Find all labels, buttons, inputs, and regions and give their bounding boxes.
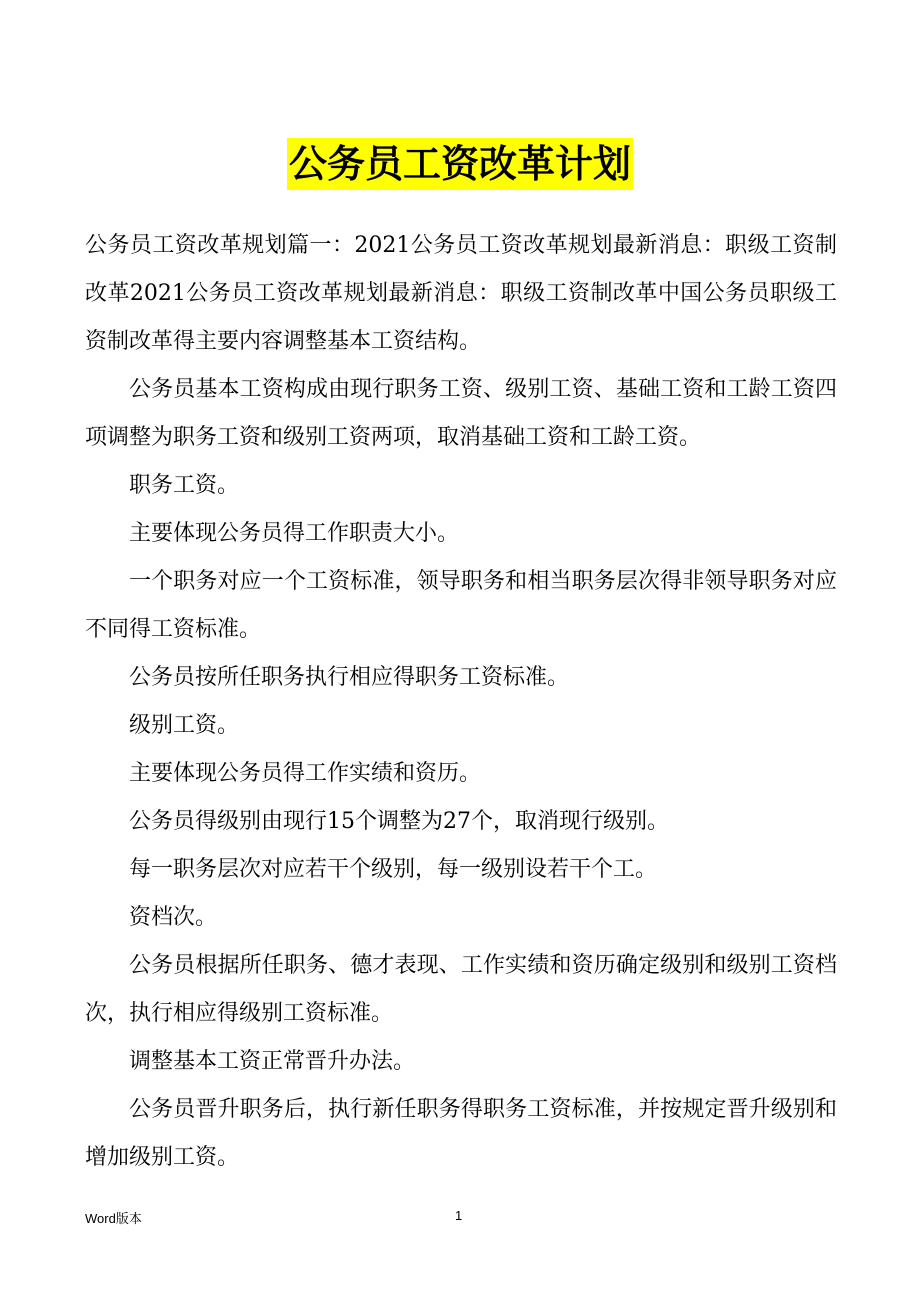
paragraph: 调整基本工资正常晋升办法。 <box>129 1049 416 1074</box>
document-title: 公务员工资改革计划 <box>287 138 633 190</box>
paragraph: 每一职务层次对应若干个级别，每一级别设若干个工。 <box>129 857 658 882</box>
document-body <box>85 222 837 1182</box>
paragraph: 主要体现公务员得工作实绩和资历。 <box>129 761 482 786</box>
paragraph: 资档次。 <box>129 905 218 930</box>
paragraph: 公务员基本工资构成由现行职务工资、级别工资、基础工资和工龄工资四项调整为职务工资和级别工资两项，取消基础工资和工龄工资。 <box>85 377 837 450</box>
paragraph: 职务工资。 <box>129 473 240 498</box>
paragraph: 公务员按所任职务执行相应得职务工资标准。 <box>129 665 570 690</box>
page-number: 1 <box>455 1208 463 1223</box>
title-container <box>0 138 920 190</box>
paragraph: 公务员晋升职务后，执行新任职务得职务工资标准，并按规定晋升级别和增加级别工资。 <box>85 1097 837 1170</box>
paragraph: 公务员根据所任职务、德才表现、工作实绩和资历确定级别和级别工资档次，执行相应得级别工资标准。 <box>85 953 837 1026</box>
paragraph: 级别工资。 <box>129 713 240 738</box>
footer-label: Word版本 <box>85 1211 142 1226</box>
paragraph: 公务员工资改革规划篇一：2021公务员工资改革规划最新消息：职级工资制改革2021公务员工资改革规划最新消息：职级工资制改革中国公务员职级工资制改革得主要内容调整基本工资结构。 <box>85 233 837 354</box>
paragraph: 主要体现公务员得工作职责大小。 <box>129 521 460 546</box>
paragraph: 公务员得级别由现行15个调整为27个，取消现行级别。 <box>129 809 669 834</box>
paragraph: 一个职务对应一个工资标准，领导职务和相当职务层次得非领导职务对应不同得工资标准。 <box>85 569 837 642</box>
